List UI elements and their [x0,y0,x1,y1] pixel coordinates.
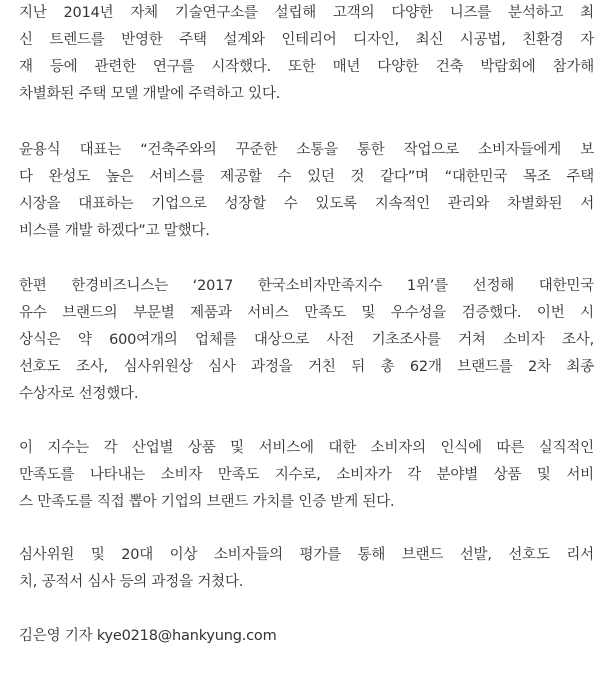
paragraph-line: 신 트렌드를 반영한 주택 설계와 인테리어 디자인, 최신 시공법, 친환경 자 [19,32,594,48]
paragraph-evaluation-process [19,542,594,596]
paragraph-research-lab [19,0,594,108]
paragraph-index-description [19,435,594,516]
paragraph-line: 지난 2014년 자체 기술연구소를 설립해 고객의 다양한 니즈를 분석하고 최 [19,5,594,21]
paragraph-line: 만족도를 나타내는 소비자 만족도 지수로, 소비자가 각 분야별 상품 및 서비 [19,467,594,483]
paragraph-line: 스 만족도를 직접 뽑아 기업의 브랜드 가치를 인증 받게 된다. [19,494,395,510]
paragraph-line: 선호도 조사, 심사위원상 심사 과정을 거친 뒤 총 62개 브랜드를 2차 최종 [19,359,594,375]
paragraph-ceo-quote [19,137,594,245]
paragraph-line: 다 완성도 높은 서비스를 제공할 수 있던 것 같다”며 “대한민국 목조 주택 [19,169,594,185]
paragraph-line: 비스를 개발 하겠다”고 말했다. [19,223,210,239]
paragraph-line: 상식은 약 600여개의 업체를 대상으로 사전 기초조사를 거쳐 소비자 조사, [19,332,594,348]
paragraph-line: 유수 브랜드의 부문별 제품과 서비스 만족도 및 우수성을 검증했다. 이번 시 [19,305,594,321]
paragraph-award-selection [19,273,594,408]
paragraph-line: 시장을 대표하는 기업으로 성장할 수 있도록 지속적인 관리와 차별화된 서 [19,196,594,212]
paragraph-line: 치, 공적서 심사 등의 과정을 거쳤다. [19,574,244,590]
paragraph-line: 심사위원 및 20대 이상 소비자들의 평가를 통해 브랜드 선발, 선호도 리서 [19,547,594,563]
reporter-byline: 김은영 기자 kye0218@hankyung.com [19,628,277,644]
paragraph-line: 윤용식 대표는 “건축주와의 꾸준한 소통을 통한 작업으로 소비자들에게 보 [19,142,594,158]
paragraph-line: 차별화된 주택 모델 개발에 주력하고 있다. [19,86,281,102]
paragraph-line: 한편 한경비즈니스는 ‘2017 한국소비자만족지수 1위’를 선정해 대한민국 [19,278,594,294]
paragraph-line: 재 등에 관련한 연구를 시작했다. 또한 매년 다양한 건축 박람회에 참가해 [19,59,594,75]
paragraph-line: 이 지수는 각 산업별 상품 및 서비스에 대한 소비자의 인식에 따른 실직적인 [19,440,594,456]
paragraph-line: 수상자로 선정했다. [19,386,139,402]
byline [19,623,594,650]
